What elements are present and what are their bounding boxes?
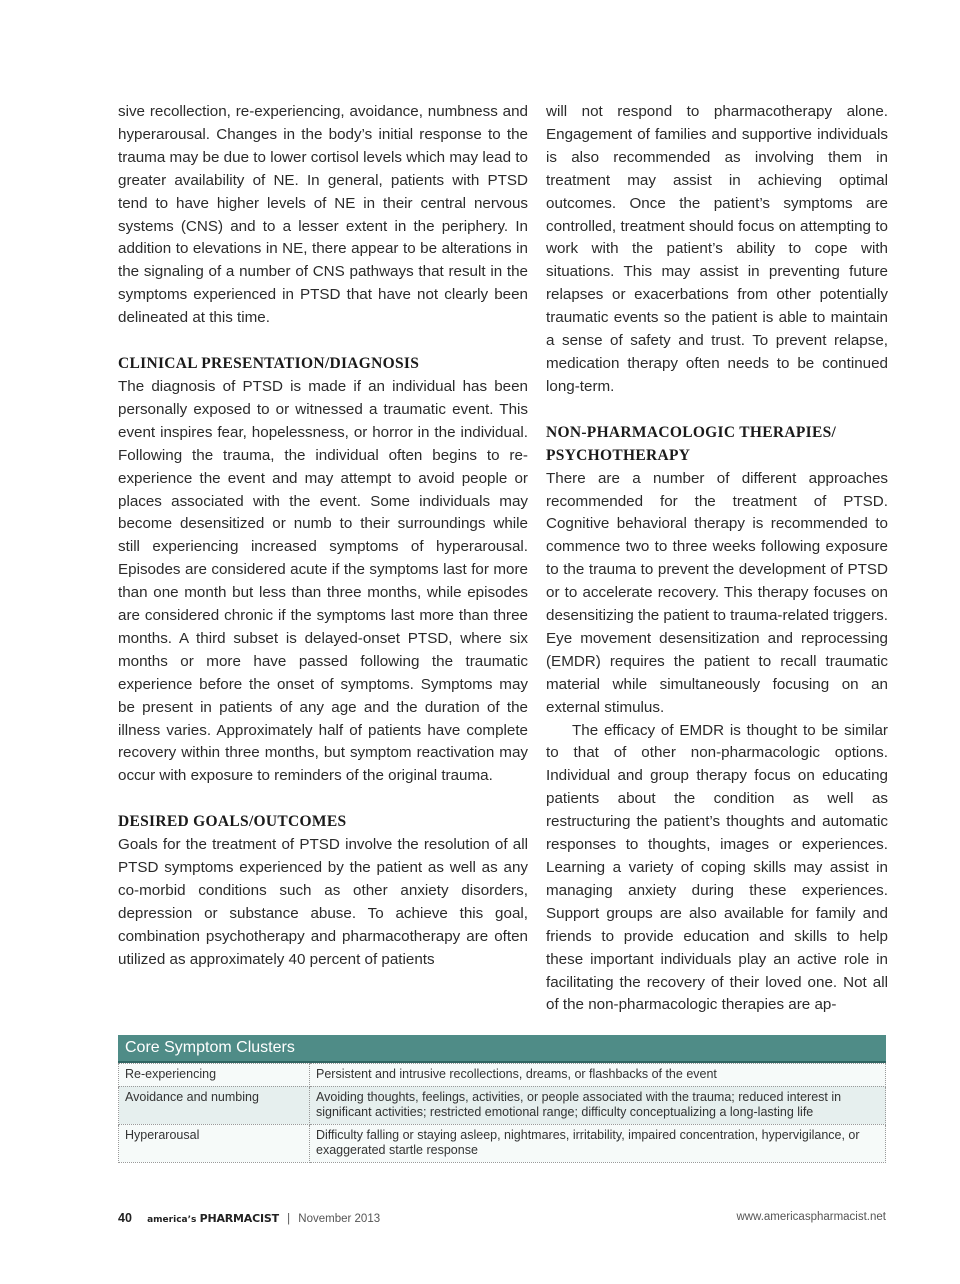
table-cell-description: Difficulty falling or staying asleep, nightmares, irritability, impaired concentration, hypervigilance, or exaggerated startle response	[310, 1124, 886, 1162]
right-column	[546, 101, 888, 1017]
table-cell-cluster: Hyperarousal	[119, 1124, 310, 1162]
page-number: 40	[118, 1211, 132, 1225]
footer-separator: |	[287, 1213, 291, 1225]
website-url: www.americaspharmacist.net	[736, 1211, 886, 1223]
body-paragraph: Goals for the treatment of PTSD involve the resolution of all PTSD symptoms experienced by the patient as well as any co-morbid conditions such as other anxiety disorders, depression or substance abuse. To achieve this goal, combination psychotherapy and pharmacotherapy are often utilized as approximately 40 percent of patients	[118, 836, 528, 968]
table-row	[119, 1064, 886, 1087]
issue-date: November 2013	[298, 1213, 381, 1225]
page-footer	[118, 1211, 886, 1227]
body-paragraph: There are a number of different approaches recommended for the treatment of PTSD. Cognitive behavioral therapy is recommended to commence two to three weeks following exposure to the trauma to prevent the development of PTSD or to accelerate recovery. This therapy focuses on desensitizing the patient to trauma-related triggers. Eye movement desensitization and reprocessing (EMDR) requires the patient to recall traumatic material while simultaneously focusing on an external stimulus.	[546, 469, 888, 716]
section-heading-goals: DESIRED GOALS/OUTCOMES	[118, 813, 347, 831]
body-paragraph: will not respond to pharmacotherapy alone. Engagement of families and supportive individuals is also recommended as involving them in treatment may assist in achieving optimal outcomes. Once the patient’s symptoms are controlled, treatment should focus on attempting to work with the patient’s ability to cope with situations. This may assist in preventing future relapses or exacerbations from other potentially traumatic events so the patient is able to maintain a sense of safety and trust. To prevent relapse, medication therapy often needs to be continued long-term.	[546, 103, 888, 395]
brand-name: PHARMACIST	[199, 1212, 279, 1225]
body-paragraph: The efficacy of EMDR is thought to be similar to that of other non-pharmacologic options. Individual and group therapy focus on educating patients about the condition as well as restructuring the patient’s thoughts and automatic responses to thoughts, images or experiences. Learning a variety of coping skills may assist in managing anxiety during these experiences. Support groups are also available for family and friends to provide education and skills to help these important individuals play an active role in facilitating the recovery of their loved one. Not all of the non-pharmacologic therapies are ap-	[546, 721, 888, 1014]
body-paragraph: sive recollection, re-experiencing, avoidance, numbness and hyperarousal. Changes in the body’s initial response to the trauma may be due to lower cortisol levels which may lead to greater availability of NE. In general, patients with PTSD tend to have higher levels of NE in their central nervous systems (CNS) and to a lesser extent in the periphery. In addition to elevations in NE, there appear to be alterations in the signaling of a number of CNS pathways that result in the symptoms experienced in PTSD that have not clearly been delineated at this time.	[118, 103, 528, 327]
table-body	[118, 1063, 886, 1163]
section-heading-clinical: CLINICAL PRESENTATION/DIAGNOSIS	[118, 355, 420, 373]
body-paragraph: The diagnosis of PTSD is made if an individual has been personally exposed to or witnessed a traumatic event. This event inspires fear, hopelessness, or horror in the individual. Following the trauma, the individual often begins to re-experience the event and may attempt to avoid people or places associated with the event. Some individuals may become desensitized or numb to their surroundings while still experiencing increased symptoms of hyperarousal. Episodes are considered acute if the symptoms last for more than one month but less than three months, while episodes are considered chronic if the symptoms last more than three months. A third subset is delayed-onset PTSD, where six months or more have passed following the traumatic experience before the onset of symptoms. Symptoms may be present in patients of any age and the duration of the illness varies. Approximately half of patients have complete recovery within three months, but symptom reactivation may occur with exposure to reminders of the original trauma.	[118, 377, 528, 785]
table-cell-description: Persistent and intrusive recollections, dreams, or flashbacks of the event	[310, 1064, 886, 1087]
section-heading-line: PSYCHOTHERAPY	[546, 446, 691, 464]
table-cell-cluster: Avoidance and numbing	[119, 1086, 310, 1124]
table-row	[119, 1124, 886, 1162]
brand-prefix: america’s	[147, 1215, 197, 1225]
section-heading-line: NON-PHARMACOLOGIC THERAPIES/	[546, 423, 837, 441]
left-column	[118, 101, 528, 972]
table-cell-description: Avoiding thoughts, feelings, activities, or people associated with the trauma; reduced interest in significant activities; restricted emotional range; difficulty conceptualizing a long-lasting life	[310, 1086, 886, 1124]
table-row	[119, 1086, 886, 1124]
symptom-clusters-table	[118, 1035, 886, 1163]
section-heading-nonpharm	[546, 422, 888, 468]
table-title: Core Symptom Clusters	[118, 1035, 886, 1063]
table-cell-cluster: Re-experiencing	[119, 1064, 310, 1087]
